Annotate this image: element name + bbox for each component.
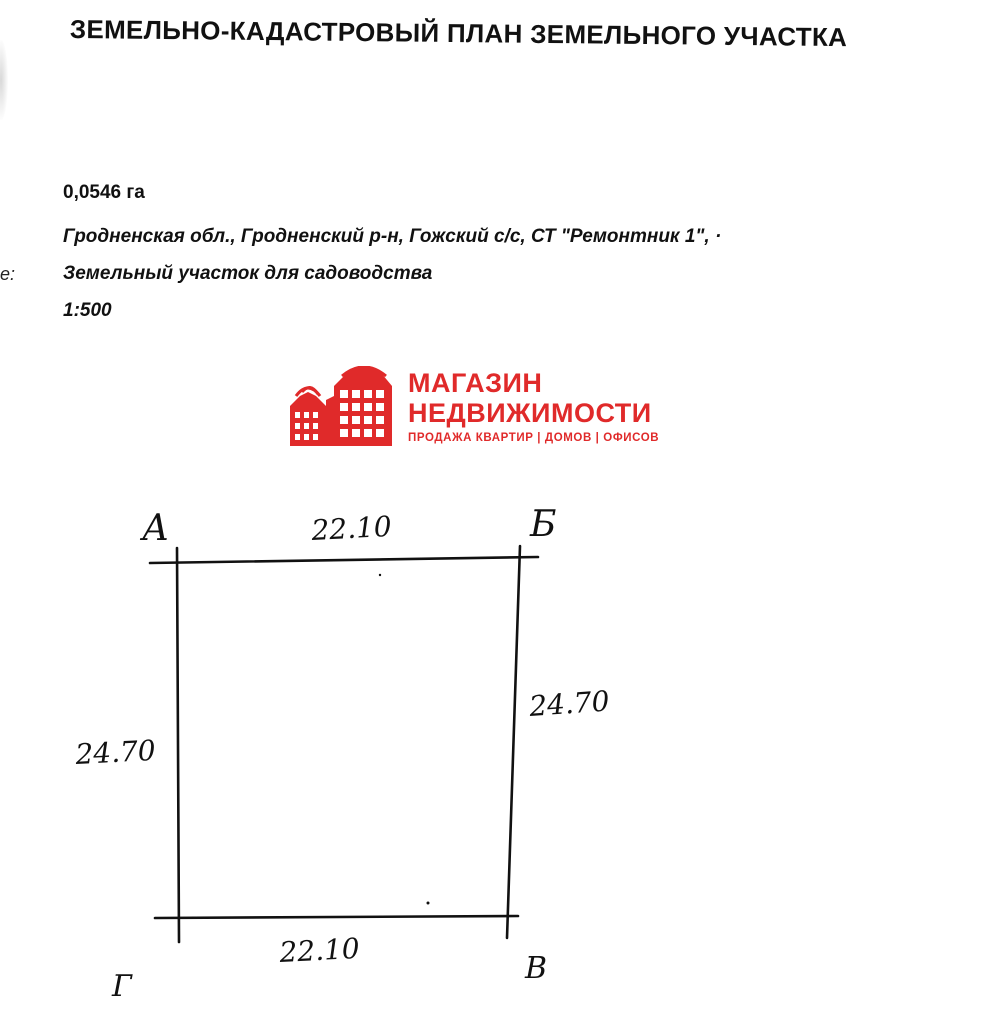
boundary-top <box>150 557 538 563</box>
plan-scale: 1:500 <box>63 300 112 321</box>
corner-label-a: А <box>142 508 170 549</box>
plot-purpose: Земельный участок для садоводства <box>63 263 433 284</box>
side-length-top: 22.10 <box>310 509 393 547</box>
cut-off-label-fragment: e: <box>0 264 16 284</box>
logo-title-line1: МАГАЗИН <box>408 368 543 398</box>
corner-label-b: Б <box>530 504 557 545</box>
document-title: ЗЕМЕЛЬНО-КАДАСТРОВЫЙ ПЛАН ЗЕМЕЛЬНОГО УЧАСТКА <box>69 14 848 53</box>
logo-title-line2: НЕДВИЖИМОСТИ <box>408 398 652 428</box>
logo-tagline: ПРОДАЖА КВАРТИР | ДОМОВ | ОФИСОВ <box>408 432 660 444</box>
side-length-left: 24.70 <box>74 733 157 771</box>
corner-label-v: В <box>525 951 548 986</box>
plot-area: 0,0546 га <box>63 182 145 203</box>
side-length-right: 24.70 <box>528 684 611 723</box>
boundary-bottom <box>155 916 518 918</box>
corner-label-g: Г <box>112 969 132 1004</box>
plot-address: Гродненская обл., Гродненский р-н, Гожский с/с, СТ "Ремонтник 1", · <box>63 226 722 247</box>
side-length-bottom: 22.10 <box>278 931 361 969</box>
boundary-left <box>177 548 179 942</box>
boundary-right <box>507 546 520 938</box>
